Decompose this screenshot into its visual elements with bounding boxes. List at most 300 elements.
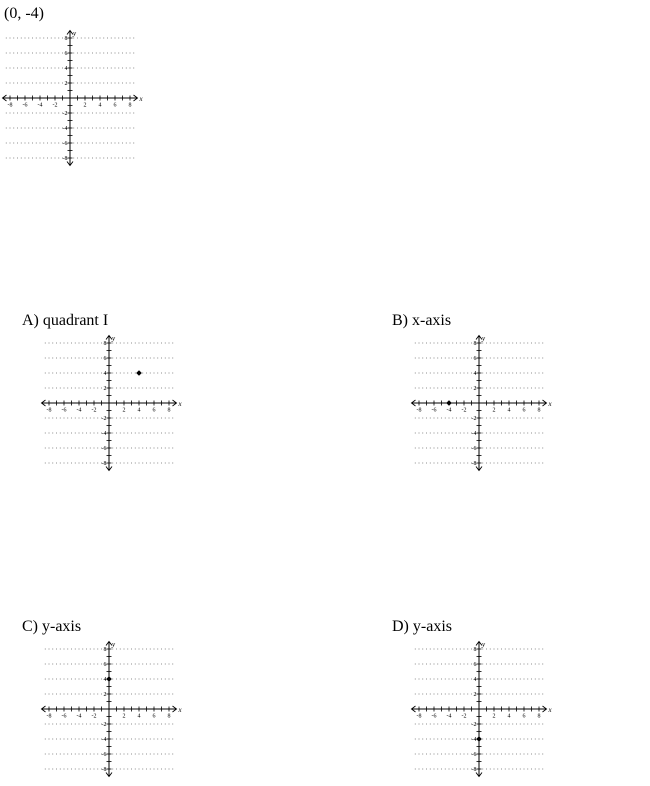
grid-dot — [482, 769, 483, 770]
grid-dot — [36, 128, 37, 129]
grid-dot — [516, 373, 517, 374]
grid-dot — [449, 358, 450, 359]
grid-dot — [531, 433, 532, 434]
grid-dot — [116, 739, 117, 740]
grid-dot — [430, 649, 431, 650]
grid-dot — [150, 739, 151, 740]
grid-dot — [79, 649, 80, 650]
grid-dot — [32, 113, 33, 114]
grid-dot — [71, 343, 72, 344]
grid-dot — [456, 694, 457, 695]
grid-dot — [422, 754, 423, 755]
grid-dot — [512, 769, 513, 770]
grid-dot — [422, 649, 423, 650]
x-tick-label: -4 — [37, 102, 43, 109]
grid-dot — [142, 724, 143, 725]
grid-dot — [512, 694, 513, 695]
grid-dot — [516, 388, 517, 389]
grid-dot — [467, 694, 468, 695]
grid-dot — [169, 358, 170, 359]
grid-dot — [49, 694, 50, 695]
grid-dot — [430, 418, 431, 419]
grid-dot — [512, 448, 513, 449]
grid-dot — [133, 128, 134, 129]
grid-dot — [112, 358, 113, 359]
grid-dot — [422, 664, 423, 665]
grid-dot — [51, 128, 52, 129]
grid-dot — [486, 418, 487, 419]
grid-dot — [139, 388, 140, 389]
grid-dot — [6, 143, 7, 144]
grid-dot — [161, 433, 162, 434]
grid-dot — [471, 388, 472, 389]
grid-dot — [75, 358, 76, 359]
grid-dot — [6, 113, 7, 114]
grid-dot — [135, 769, 136, 770]
grid-dot — [509, 448, 510, 449]
grid-dot — [426, 679, 427, 680]
grid-dot — [524, 463, 525, 464]
grid-dot — [434, 433, 435, 434]
grid-dot — [154, 679, 155, 680]
grid-dot — [426, 418, 427, 419]
grid-dot — [464, 769, 465, 770]
grid-dot — [494, 343, 495, 344]
grid-dot — [58, 68, 59, 69]
grid-dot — [97, 679, 98, 680]
grid-dot — [67, 418, 68, 419]
y-axis-label: y — [73, 29, 77, 38]
grid-dot — [85, 128, 86, 129]
grid-dot — [157, 664, 158, 665]
grid-dot — [90, 694, 91, 695]
grid-dot — [426, 769, 427, 770]
grid-dot — [437, 769, 438, 770]
grid-dot — [524, 358, 525, 359]
grid-dot — [419, 358, 420, 359]
grid-dot — [79, 448, 80, 449]
grid-dot — [449, 418, 450, 419]
grid-dot — [146, 343, 147, 344]
grid-dot — [535, 739, 536, 740]
grid-dot — [415, 448, 416, 449]
grid-dot — [21, 128, 22, 129]
grid-dot — [419, 724, 420, 725]
grid-dot — [13, 38, 14, 39]
grid-dot — [505, 739, 506, 740]
grid-dot — [161, 448, 162, 449]
grid-dot — [13, 68, 14, 69]
grid-dot — [471, 694, 472, 695]
grid-dot — [28, 113, 29, 114]
grid-dot — [539, 433, 540, 434]
y-tick-label: 8 — [64, 36, 68, 42]
grid-dot — [82, 343, 83, 344]
grid-dot — [13, 143, 14, 144]
grid-dot — [437, 679, 438, 680]
grid-dot — [40, 83, 41, 84]
grid-dot — [79, 694, 80, 695]
grid-dot — [124, 664, 125, 665]
grid-dot — [52, 388, 53, 389]
grid-dot — [13, 83, 14, 84]
grid-dot — [539, 739, 540, 740]
grid-dot — [535, 679, 536, 680]
grid-dot — [415, 649, 416, 650]
grid-dot — [494, 358, 495, 359]
grid-dot — [97, 463, 98, 464]
grid-dot — [154, 649, 155, 650]
grid-dot — [172, 664, 173, 665]
grid-dot — [482, 724, 483, 725]
grid-dot — [135, 433, 136, 434]
grid-dot — [139, 448, 140, 449]
grid-dot — [124, 769, 125, 770]
grid-dot — [422, 739, 423, 740]
y-tick-label: 6 — [103, 356, 107, 362]
grid-dot — [445, 769, 446, 770]
grid-dot — [542, 724, 543, 725]
grid-dot — [92, 143, 93, 144]
grid-dot — [419, 679, 420, 680]
grid-dot — [437, 448, 438, 449]
grid-dot — [527, 739, 528, 740]
x-tick-label: 8 — [167, 407, 171, 414]
grid-dot — [419, 649, 420, 650]
grid-dot — [97, 448, 98, 449]
grid-dot — [497, 358, 498, 359]
grid-dot — [79, 343, 80, 344]
grid-dot — [419, 418, 420, 419]
grid-dot — [92, 128, 93, 129]
grid-dot — [127, 694, 128, 695]
grid-dot — [497, 418, 498, 419]
grid-dot — [415, 433, 416, 434]
grid-dot — [527, 388, 528, 389]
grid-dot — [437, 724, 438, 725]
grid-dot — [445, 739, 446, 740]
grid-dot — [531, 679, 532, 680]
grid-dot — [56, 388, 57, 389]
grid-dot — [82, 418, 83, 419]
grid-dot — [131, 448, 132, 449]
grid-dot — [419, 739, 420, 740]
grid-dot — [32, 38, 33, 39]
grid-dot — [94, 448, 95, 449]
grid-dot — [490, 448, 491, 449]
grid-dot — [79, 433, 80, 434]
grid-dot — [445, 463, 446, 464]
grid-dot — [531, 448, 532, 449]
grid-dot — [142, 739, 143, 740]
grid-dot — [131, 769, 132, 770]
grid-dot — [81, 158, 82, 159]
grid-dot — [542, 448, 543, 449]
grid-dot — [434, 694, 435, 695]
grid-dot — [150, 679, 151, 680]
grid-dot — [60, 739, 61, 740]
y-tick-label: -2 — [471, 722, 477, 728]
grid-dot — [146, 649, 147, 650]
grid-dot — [467, 754, 468, 755]
grid-dot — [434, 388, 435, 389]
grid-dot — [45, 448, 46, 449]
grid-dot — [45, 649, 46, 650]
grid-dot — [32, 83, 33, 84]
grid-dot — [67, 343, 68, 344]
grid-dot — [445, 694, 446, 695]
grid-dot — [501, 754, 502, 755]
grid-dot — [449, 463, 450, 464]
grid-dot — [486, 694, 487, 695]
grid-dot — [415, 463, 416, 464]
grid-dot — [172, 679, 173, 680]
x-tick-label: 6 — [522, 407, 526, 414]
grid-dot — [452, 388, 453, 389]
grid-dot — [539, 388, 540, 389]
grid-dot — [17, 53, 18, 54]
grid-dot — [142, 664, 143, 665]
grid-dot — [62, 68, 63, 69]
grid-dot — [501, 649, 502, 650]
x-tick-label: 4 — [507, 713, 511, 720]
grid-dot — [505, 388, 506, 389]
grid-dot — [52, 724, 53, 725]
grid-dot — [169, 664, 170, 665]
x-tick-label: -8 — [416, 407, 422, 414]
grid-dot — [120, 649, 121, 650]
grid-dot — [449, 433, 450, 434]
grid-dot — [449, 343, 450, 344]
grid-dot — [542, 373, 543, 374]
grid-dot — [71, 769, 72, 770]
grid-dot — [52, 343, 53, 344]
grid-dot — [497, 754, 498, 755]
grid-dot — [494, 769, 495, 770]
grid-dot — [112, 724, 113, 725]
grid-dot — [516, 769, 517, 770]
grid-dot — [55, 53, 56, 54]
grid-dot — [58, 113, 59, 114]
grid-dot — [122, 143, 123, 144]
grid-dot — [112, 433, 113, 434]
grid-dot — [71, 664, 72, 665]
grid-dot — [527, 433, 528, 434]
grid-dot — [165, 373, 166, 374]
grid-dot — [88, 38, 89, 39]
grid-dot — [79, 769, 80, 770]
grid-dot — [154, 358, 155, 359]
grid-dot — [169, 724, 170, 725]
grid-dot — [142, 373, 143, 374]
grid-dot — [146, 373, 147, 374]
grid-dot — [10, 68, 11, 69]
grid-dot — [452, 343, 453, 344]
grid-dot — [165, 388, 166, 389]
grid-dot — [100, 158, 101, 159]
grid-dot — [415, 418, 416, 419]
grid-dot — [77, 83, 78, 84]
grid-dot — [490, 388, 491, 389]
grid-dot — [494, 433, 495, 434]
grid-dot — [60, 769, 61, 770]
grid-dot — [437, 388, 438, 389]
grid-dot — [82, 769, 83, 770]
grid-dot — [161, 724, 162, 725]
grid-dot — [490, 739, 491, 740]
grid-dot — [55, 83, 56, 84]
grid-dot — [456, 448, 457, 449]
x-tick-label: 2 — [83, 102, 87, 109]
grid-dot — [90, 433, 91, 434]
grid-dot — [434, 649, 435, 650]
y-tick-label: -2 — [101, 416, 107, 422]
grid-dot — [28, 68, 29, 69]
grid-dot — [90, 448, 91, 449]
grid-dot — [45, 433, 46, 434]
grid-dot — [64, 463, 65, 464]
grid-dot — [441, 754, 442, 755]
grid-dot — [482, 373, 483, 374]
grid-dot — [161, 739, 162, 740]
grid-dot — [434, 418, 435, 419]
grid-dot — [17, 158, 18, 159]
grid-dot — [71, 724, 72, 725]
grid-dot — [169, 694, 170, 695]
grid-dot — [434, 358, 435, 359]
grid-dot — [118, 143, 119, 144]
grid-dot — [139, 463, 140, 464]
x-tick-label: 2 — [492, 713, 496, 720]
grid-dot — [79, 664, 80, 665]
grid-dot — [516, 664, 517, 665]
grid-dot — [419, 694, 420, 695]
grid-dot — [135, 358, 136, 359]
grid-dot — [497, 679, 498, 680]
grid-dot — [56, 373, 57, 374]
grid-dot — [490, 649, 491, 650]
grid-dot — [154, 373, 155, 374]
grid-dot — [460, 448, 461, 449]
grid-dot — [28, 158, 29, 159]
grid-dot — [55, 38, 56, 39]
grid-dot — [139, 358, 140, 359]
grid-dot — [460, 463, 461, 464]
grid-dot — [62, 83, 63, 84]
grid-dot — [116, 463, 117, 464]
x-tick-label: -4 — [446, 713, 452, 720]
grid-dot — [56, 649, 57, 650]
grid-dot — [430, 343, 431, 344]
grid-dot — [40, 68, 41, 69]
grid-dot — [51, 158, 52, 159]
grid-dot — [486, 373, 487, 374]
grid-dot — [501, 373, 502, 374]
grid-dot — [52, 448, 53, 449]
grid-dot — [131, 649, 132, 650]
grid-dot — [516, 739, 517, 740]
grid-dot — [415, 358, 416, 359]
grid-dot — [482, 448, 483, 449]
grid-dot — [122, 158, 123, 159]
grid-dot — [56, 769, 57, 770]
grid-dot — [456, 649, 457, 650]
grid-dot — [52, 739, 53, 740]
grid-dot — [62, 53, 63, 54]
grid-dot — [133, 53, 134, 54]
grid-dot — [161, 769, 162, 770]
grid-dot — [467, 418, 468, 419]
grid-dot — [64, 724, 65, 725]
grid-dot — [505, 418, 506, 419]
grid-dot — [516, 448, 517, 449]
grid-dot — [449, 679, 450, 680]
grid-dot — [86, 388, 87, 389]
grid-dot — [21, 113, 22, 114]
grid-dot — [146, 754, 147, 755]
grid-dot — [49, 664, 50, 665]
x-tick-label: 6 — [152, 713, 156, 720]
grid-dot — [486, 388, 487, 389]
grid-dot — [505, 448, 506, 449]
grid-dot — [96, 53, 97, 54]
grid-dot — [512, 418, 513, 419]
grid-dot — [512, 388, 513, 389]
grid-dot — [127, 724, 128, 725]
grid-dot — [6, 128, 7, 129]
grid-dot — [501, 358, 502, 359]
grid-dot — [116, 358, 117, 359]
grid-dot — [535, 418, 536, 419]
grid-dot — [142, 358, 143, 359]
grid-dot — [460, 433, 461, 434]
grid-dot — [154, 769, 155, 770]
grid-dot — [426, 373, 427, 374]
grid-dot — [49, 724, 50, 725]
grid-dot — [120, 418, 121, 419]
grid-dot — [49, 754, 50, 755]
x-tick-label: -6 — [22, 102, 28, 109]
grid-dot — [512, 358, 513, 359]
grid-dot — [56, 463, 57, 464]
grid-dot — [524, 679, 525, 680]
grid-dot — [150, 649, 151, 650]
grid-dot — [460, 358, 461, 359]
grid-dot — [467, 664, 468, 665]
grid-dot — [430, 754, 431, 755]
grid-dot — [49, 388, 50, 389]
grid-dot — [64, 418, 65, 419]
grid-dot — [86, 373, 87, 374]
grid-dot — [482, 739, 483, 740]
grid-dot — [131, 739, 132, 740]
grid-dot — [90, 418, 91, 419]
grid-dot — [40, 113, 41, 114]
grid-dot — [90, 664, 91, 665]
grid-dot — [40, 128, 41, 129]
grid-dot — [127, 754, 128, 755]
grid-dot — [47, 38, 48, 39]
grid-dot — [58, 143, 59, 144]
grid-dot — [464, 664, 465, 665]
grid-dot — [426, 343, 427, 344]
x-tick-label: -2 — [461, 713, 467, 720]
grid-dot — [111, 143, 112, 144]
grid-dot — [97, 739, 98, 740]
grid-dot — [82, 463, 83, 464]
grid-dot — [535, 769, 536, 770]
grid-dot — [157, 343, 158, 344]
